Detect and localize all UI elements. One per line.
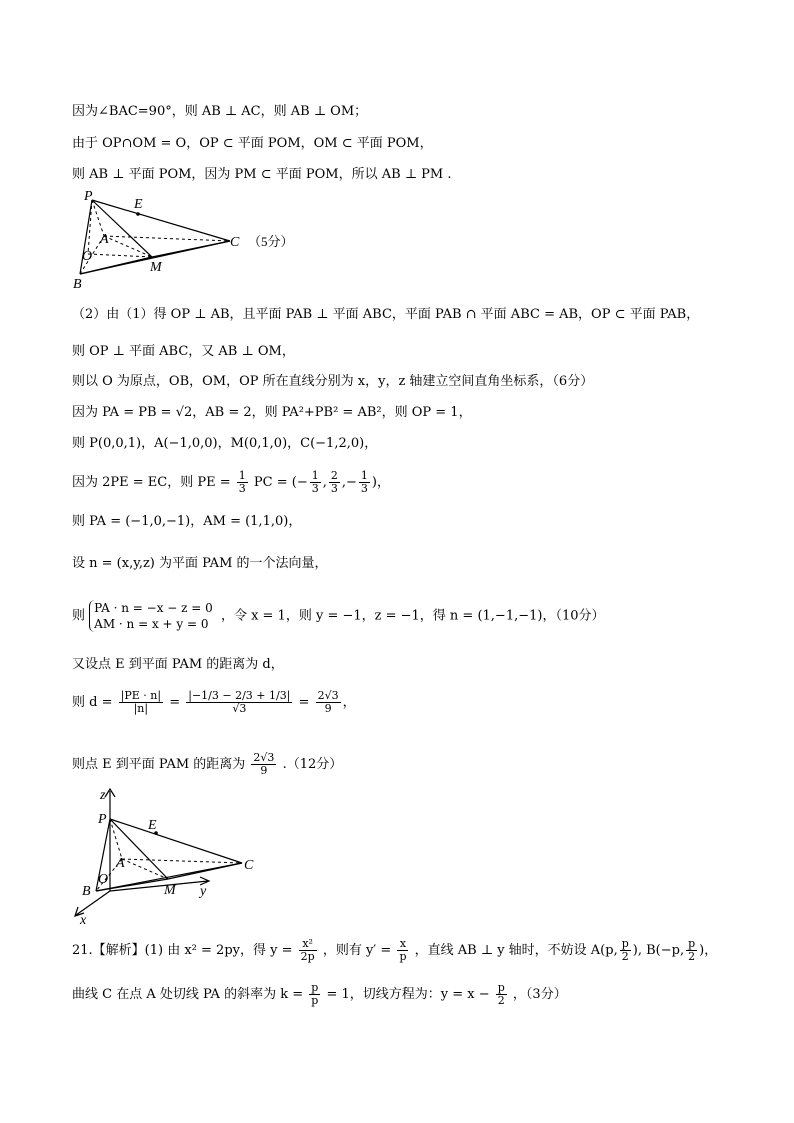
label-C: C	[244, 858, 254, 873]
label-M: M	[164, 883, 176, 898]
label-B: B	[82, 884, 91, 899]
label-M: M	[150, 260, 162, 275]
text-line: （2）由（1）得 OP ⊥ AB，且平面 PAB ⊥ 平面 ABC，平面 PAB ∩ 平面 ABC = AB，OP ⊂ 平面 PAB，	[72, 307, 700, 322]
label-O: O	[98, 872, 109, 887]
axis-label-x: x	[80, 913, 87, 928]
text-line: 则点 E 到平面 PAM 的距离为 $\frac{2√3}{9}$ .（12分）	[72, 751, 343, 777]
axis-label-z: z	[100, 788, 106, 803]
text-line: 21.【解析】(1) 由 x² = 2py，得 y = $\frac{\text{x²}}{2p}$ ，则有 y′ = $\frac{x}{p}$ ，直线 AB ⊥ y 轴时，不妨设 A(p, $\frac{p}{2}$ ), B(−p, $\frac{p}{2}$ )，	[72, 937, 718, 963]
text-line: 则 d = $\frac{|PE \cdot n|}{|n|}$ = $\frac{|-1/3 - 2/3 + 1/3|}{√3}$ = $\frac{2√3}{9}$ ，	[72, 689, 356, 715]
label-P: P	[84, 189, 93, 204]
text-line: 设 n = (x,y,z) 为平面 PAM 的一个法向量，	[72, 556, 328, 571]
figure1-note: （5分）	[248, 234, 294, 249]
text-line: 因为 2PE = EC，则 PE = $\frac{1}{3}$ PC = (− $\frac{1}{3}$ , $\frac{2}{3}$ ,− $\frac{1}{3}$ )，	[72, 469, 390, 495]
text-line: 因为∠BAC=90°，则 AB ⊥ AC，则 AB ⊥ OM；	[72, 104, 368, 119]
label-B: B	[73, 277, 82, 292]
pyramid-figure-1	[70, 188, 310, 293]
axis-label-y: y	[200, 884, 207, 899]
label-P: P	[98, 812, 107, 827]
text-line: 则 OP ⊥ 平面 ABC，又 AB ⊥ OM，	[72, 344, 295, 359]
text-line: 则 PA · n = −x − z = 0 AM · n = x + y = 0 ，令 x = 1，则 y = −1，z = −1，得 n = (1,−1,−1)，（10分）	[72, 601, 605, 631]
pyramid-figure-2	[70, 783, 270, 928]
text-line: 又设点 E 到平面 PAM 的距离为 d，	[72, 657, 284, 672]
label-C: C	[230, 235, 240, 250]
text-line: 因为 PA = PB = √2，AB = 2，则 PA²+PB² = AB²，则 OP = 1，	[72, 405, 472, 420]
text-line: 由于 OP∩OM = O，OP ⊂ 平面 POM，OM ⊂ 平面 POM，	[72, 136, 433, 151]
label-A: A	[116, 856, 125, 871]
text-line: 则 AB ⊥ 平面 POM，因为 PM ⊂ 平面 POM，所以 AB ⊥ PM .	[72, 167, 452, 182]
text-line: 则 PA = (−1,0,−1)，AM = (1,1,0)，	[72, 514, 302, 529]
text-line: 则 P(0,0,1)，A(−1,0,0)，M(0,1,0)，C(−1,2,0)，	[72, 436, 378, 451]
label-E: E	[134, 197, 143, 212]
text-line: 则以 O 为原点，OB，OM，OP 所在直线分别为 x，y，z 轴建立空间直角坐标系，（6分）	[72, 374, 594, 389]
label-E: E	[148, 818, 157, 833]
label-A: A	[100, 232, 109, 247]
label-O: O	[82, 249, 93, 264]
text-line: 曲线 C 在点 A 处切线 PA 的斜率为 k = $\frac{p}{p}$ = 1，切线方程为：y = x − $\frac{p}{2}$ ，（3分）	[72, 981, 567, 1007]
